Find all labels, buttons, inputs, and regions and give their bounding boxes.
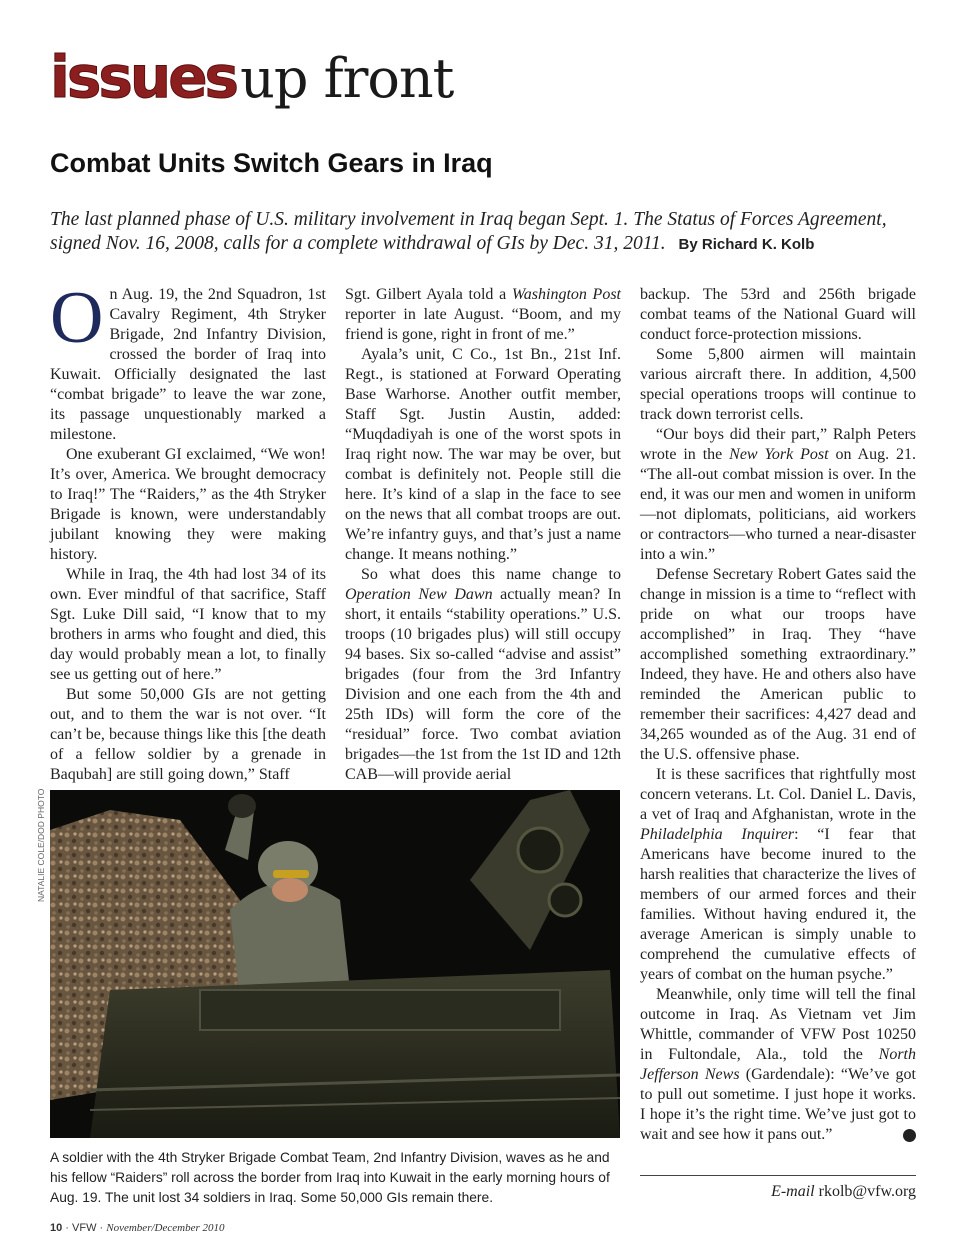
paragraph-text: It is these sacrifices that rightfully most concern veterans. Lt. Col. Daniel L. Davis, a vet of Iraq and Afghanistan, wrote in the [640,766,916,823]
author-email [640,1183,916,1201]
article-headline: Combat Units Switch Gears in Iraq [50,148,493,178]
deck-text: The last planned phase of U.S. military involvement in Iraq began Sept. 1. The Status of Forces Agreement, signed Nov. 16, 2008, calls for a complete withdrawal of GIs by Dec. 31, 2011. [50,209,887,254]
column-1 [50,277,326,785]
masthead [50,43,454,111]
paragraph [345,565,621,785]
paragraph-text: “Our boys did their part,” Ralph Peters wrote in the [640,426,916,463]
divider [640,1175,916,1176]
column-3 [640,285,927,1145]
paragraph: One exuberant GI exclaimed, “We won! It’s over, America. We brought democracy to Iraq!” The “Raiders,” as the 4th Stryker Brigade is known, were understandably jubilant knowing they were making history. [50,446,326,563]
masthead-up-front: up front [240,47,454,110]
publication-name: North Jefferson News [640,1046,916,1083]
byline: By Richard K. Kolb [678,236,815,253]
soldier-photo [50,790,620,1138]
paragraph-text: (Gardendale): “We’ve got to pull out sometime. I just hope it works. I hope it’s the right time. We’ve just got to wait and see how it pans out.” [640,1066,916,1143]
paragraph-text: Sgt. Gilbert Ayala told a [345,286,512,303]
paragraph-text: reporter in late August. “Boom, and my friend is gone, right in front of me.” [345,306,621,343]
paragraph-text: n Aug. 19, the 2nd Squadron, 1st Cavalry Regiment, 4th Stryker Brigade, 2nd Infantry Division, crossed the border of Iraq into Kuwait. Officially designated the last “combat brigade” to leave the war zone, its passage unquestionably marked a milestone. [50,286,326,443]
magazine-name: VFW [72,1222,97,1234]
publication-name: Washington Post [511,286,622,303]
drop-cap: O [50,277,104,359]
issue-date: November/December 2010 [106,1222,225,1234]
paragraph: backup. The 53rd and 256th brigade combat teams of the National Guard will conduct force-protection missions. [640,286,916,343]
paragraph: While in Iraq, the 4th had lost 34 of its own. Ever mindful of that sacrifice, Staff Sgt. Luke Dill said, “I know that to my brothers in arms who fought and died, this day would probably mean a lot, to finally see us getting out of here.” [50,566,326,683]
photo-credit-text: NATALIE COLE/DOD PHOTO [36,788,46,902]
article-deck [50,208,920,257]
paragraph: Defense Secretary Robert Gates said the change in mission is a time to “reflect with pride on what our troops have accomplished” in Iraq. They “have accomplished something extraordinary.” Indeed, they have. He and others also have reminded the American public to remember their sacrifices: 4,427 dead and 34,265 wounded as of the Aug. 31 end of the U.S. offensive phase. [640,566,916,763]
paragraph-text: Meanwhile, only time will tell the final outcome in Iraq. As Vietnam vet Jim Whittle, commander of VFW Post 10250 in Fultondale, Ala., told the [640,986,916,1063]
paragraph-text: on Aug. 21. “The all-out combat mission is over. In the end, it was our men and women in uniform—not diplomats, politicians, aid workers or contractors—who turned a near-disaster into a win.” [640,446,916,563]
paragraph [640,765,916,985]
photo-caption: A soldier with the 4th Stryker Brigade Combat Team, 2nd Infantry Division, waves as he and his fellow “Raiders” roll across the border from Iraq into Kuwait in the early morning hours of Aug. 19. The unit lost 34 soldiers in Iraq. Some 50,000 GIs remain there. [50,1150,610,1205]
masthead-issues: issues [50,43,237,111]
page-folio: 10 · VFW · November/December 2010 [50,1222,225,1234]
paragraph [640,985,927,1145]
paragraph [640,425,916,565]
paragraph: Ayala’s unit, C Co., 1st Bn., 21st Inf. Regt., is stationed at Forward Operating Base Warhorse. Another outfit member, Staff Sgt. Justin Austin, added: “Muqdadiyah is one of the worst spots in Iraq right now. The war may be over, but combat is definitely not. People still die here. It’s kind of a slap in the face to see on the news that all combat troops are out. We’re infantry guys, and that’s just a name change. It means nothing.” [345,346,621,563]
paragraph [345,285,621,345]
paragraph-text: actually mean? In short, it entails “stability operations.” U.S. troops (10 brigades plus) will still occupy 94 bases. Six so-called “advise and assist” brigades (four from the 3rd Infantry Division and one each from the 4th and 25th IDs) will form the core of the “residual” force. Two combat aviation brigades—the 1st from the 1st ID and 12th CAB—will provide aerial [345,586,621,783]
paragraph-text: : “I fear that Americans have become inured to the harsh realities that characterize the lives of members of our armed forces and their families. Without having endured it, the average American is simply unable to comprehend the cumulative effects of years of combat on the human psyche.” [640,826,916,983]
paragraph: Some 5,800 airmen will maintain various aircraft there. In addition, 4,500 special operations troops will continue to track down terrorist cells. [640,346,916,423]
operation-name: Operation New Dawn [345,586,493,603]
email-link[interactable]: rkolb@vfw.org [818,1183,916,1200]
paragraph-text: So what does this name change to [361,566,621,583]
page-number: 10 [50,1222,63,1234]
soldier-photo-illustration [50,790,620,1138]
publication-name: New York Post [729,446,829,463]
paragraph: But some 50,000 GIs are not getting out, and to them the war is not over. “It can’t be, because things like this [the death of a fellow soldier by a grenade in Baqubah] are still going down,” Staff [50,686,326,783]
column-2 [345,285,621,785]
photo-credit [36,788,50,902]
email-label: E-mail [771,1183,815,1200]
paragraph [50,277,326,445]
end-mark-icon: ✪ [903,1129,916,1142]
publication-name: Philadelphia Inquirer [640,826,795,843]
